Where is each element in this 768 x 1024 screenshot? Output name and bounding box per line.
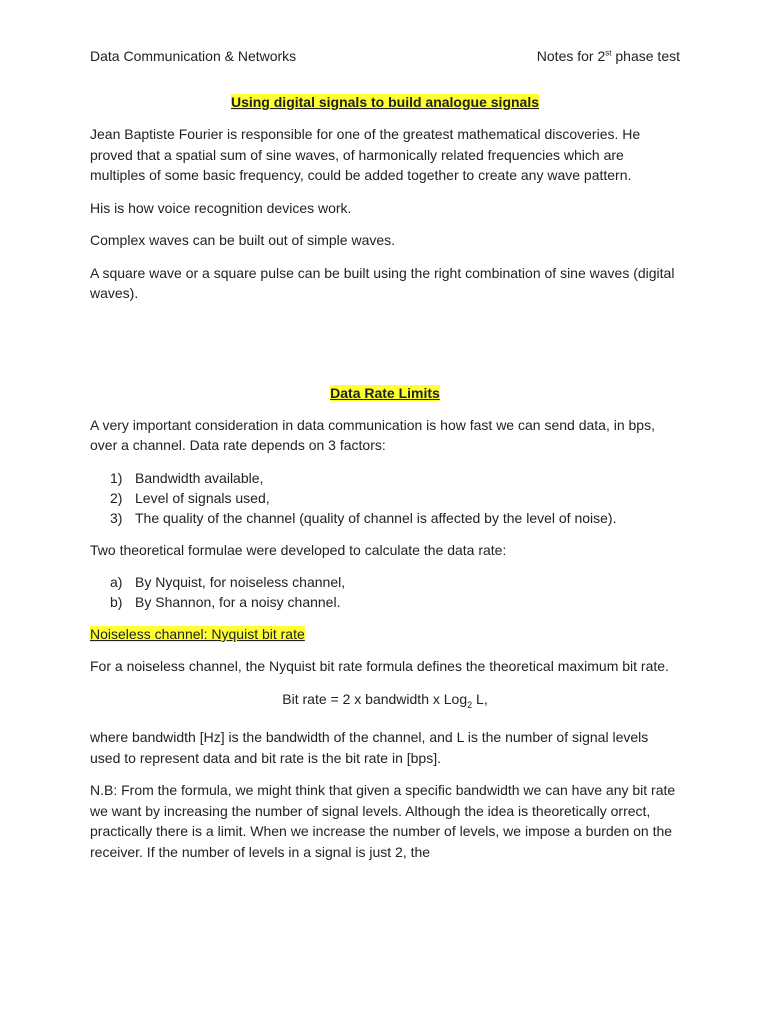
document-page bbox=[90, 46, 680, 862]
paragraph-complex-waves: Complex waves can be built out of simple waves. bbox=[90, 232, 396, 248]
list-item: 3) The quality of the channel (quality of channel is affected by the level of noise). bbox=[110, 509, 617, 526]
paragraph-voice-recognition: His is how voice recognition devices work. bbox=[90, 199, 352, 216]
list-item: b) By Shannon, for a noisy channel. bbox=[110, 594, 341, 610]
header-notes-label: Notes for 2st phase test bbox=[536, 48, 680, 64]
section-title-data-rate-limits: Data Rate Limits bbox=[330, 384, 440, 401]
paragraph-square-wave: A square wave or a square pulse can be built using the right combination of sine waves (digital waves). bbox=[90, 264, 675, 301]
paragraph-data-rate-intro: A very important consideration in data communication is how fast we can send data, in bps, over a channel. Data rate depends on 3 factors: bbox=[90, 416, 655, 453]
paragraph-formula-explanation: where bandwidth [Hz] is the bandwidth of the channel, and L is the number of signal levels used to represent data and bit rate is the bit rate in [bps]. bbox=[90, 729, 649, 766]
paragraph-nyquist-intro: For a noiseless channel, the Nyquist bit rate formula defines the theoretical maximum bit rate. bbox=[90, 658, 669, 674]
formulae-list bbox=[90, 572, 680, 612]
subheading-nyquist: Noiseless channel: Nyquist bit rate bbox=[90, 626, 305, 642]
section-title-digital-signals: Using digital signals to build analogue signals bbox=[230, 94, 540, 110]
header-course-title: Data Communication & Networks bbox=[90, 48, 297, 64]
paragraph-fourier: Jean Baptiste Fourier is responsible for one of the greatest mathematical discoveries. He proved that a spatial sum of sine waves, of harmonically related frequencies which are multiples of some basic frequency, could be added together to create any wave pattern. bbox=[90, 126, 641, 183]
list-item: 2) Level of signals used, bbox=[110, 489, 270, 506]
page-header bbox=[90, 46, 680, 66]
list-item: a) By Nyquist, for noiseless channel, bbox=[110, 574, 346, 590]
nyquist-formula: Bit rate = 2 x bandwidth x Log$_2$ L, bbox=[282, 690, 488, 710]
factors-list bbox=[90, 468, 680, 528]
paragraph-nb-note: N.B: From the formula, we might think that given a specific bandwidth we can have any bit rate we want by increasing the number of signal levels. Although the idea is theoretically orrect, practically there is a limit. When we increase the number of levels, we impose a burden on the receiver. If the number of levels in a signal is just 2, the bbox=[90, 782, 676, 860]
paragraph-formulae-intro: Two theoretical formulae were developed to calculate the data rate: bbox=[90, 541, 507, 558]
list-item: 1) Bandwidth available, bbox=[110, 469, 264, 486]
